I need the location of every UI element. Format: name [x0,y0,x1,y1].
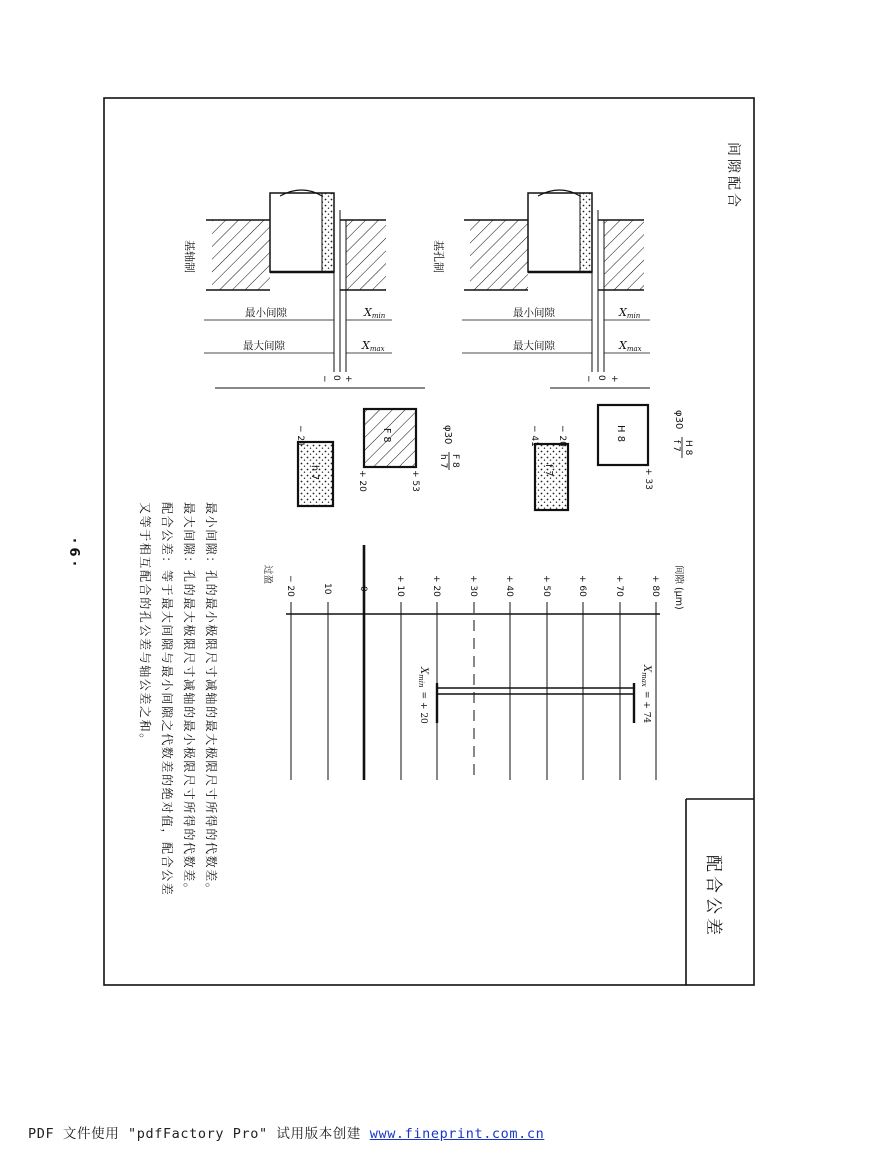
hole-basis-diagram [432,190,693,510]
hole-basis-xmin: X [619,306,627,319]
tick-plus-70: + 70 [614,575,624,597]
hole-basis-minus: − [583,375,593,383]
shaft-basis-h7-label: h 7 [309,465,320,481]
page-number: · 6 · [66,538,81,566]
axis-title-interference: 过盈 [262,565,273,585]
scale-xmax-sub: max [640,672,648,687]
tab-title: 配合公差 [703,855,723,939]
tab-box [686,799,754,985]
tick-plus-30: + 30 [468,575,478,597]
tick-plus-50: + 50 [541,575,551,597]
hole-basis-fit-num: H 8 [683,440,693,456]
tick-plus-10: + 10 [395,575,405,597]
scale-xmax: X [641,665,652,673]
hole-basis-fit-prefix: φ30 [673,410,684,430]
svg-text:Xmin= + 20 [417,666,429,724]
body-text [138,502,219,896]
shaft-basis-label: 基轴制 [183,240,196,273]
tick-minus-10: 10 [322,583,332,595]
hole-basis-h8-upper: + 33 [643,468,653,490]
hole-basis-zero: 0 [596,375,606,381]
hole-basis-xmax: X [619,339,627,352]
hole-basis-f7-upper: − 20 [557,425,567,447]
tick-plus-20: + 20 [431,575,441,597]
body-text-line: 最大间隙：孔的最大极限尺寸减轴的最小极限尺寸所得的代数差。 [182,502,196,897]
hole-basis-label: 基孔制 [432,240,445,273]
shaft-basis-f8-label: F 8 [381,428,392,443]
hole-basis-f7-zone [535,444,568,510]
hole-basis-min-clearance-label: 最小间隙 [513,307,555,319]
svg-text:Xmax= + 74 [640,664,652,723]
footer-text: PDF 文件使用 "pdfFactory Pro" 试用版本创建 [28,1126,370,1142]
svg-text:Xmax [361,339,385,353]
scale-xmin: X [418,667,429,675]
body-text-line: 又等于相互配合的孔公差与轴公差之和。 [138,502,152,747]
scale-grid [291,602,656,780]
hole-basis-fit-den: f 7 [671,440,681,452]
footer-link[interactable]: www.fineprint.com.cn [369,1126,545,1142]
shaft-basis-fit-num: F 8 [450,454,460,468]
hole-basis-f7-lower: − 41 [529,425,539,447]
shaft-basis-xmax-sub: max [369,345,385,353]
shaft-basis-min-clearance-label: 最小间隙 [245,307,287,319]
hole-basis-f7-label: f 7 [543,464,554,477]
shaft-basis-fit-prefix: φ30 [442,425,453,445]
hole-basis-max-clearance-label: 最大间隙 [513,340,555,352]
shaft-basis-plus: + [343,375,353,383]
shaft-basis-fit-den: h 7 [438,454,448,469]
shaft-basis-xmin-sub: min [371,312,386,320]
svg-text:Xmin [618,306,641,320]
svg-text:Xmin [363,306,386,320]
shaft-basis-diagram [183,190,460,506]
shaft-basis-f8-lower: + 20 [357,470,367,492]
tick-plus-60: + 60 [577,575,587,597]
clearance-scale-chart [262,545,685,780]
scale-xmin-value: = + 20 [418,691,428,724]
tick-zero: 0 [358,586,368,592]
hole-basis-xmin-sub: min [626,312,641,320]
clearance-bar [437,683,634,723]
hole-basis-h8-label: H 8 [615,425,626,443]
shaft-basis-xmin: X [364,306,372,319]
shaft-basis-f8-upper: + 53 [410,470,420,492]
page-frame [104,98,754,985]
scale-xmin-sub: min [417,674,425,688]
shaft-basis-xmax: X [362,339,370,352]
tick-minus-20: − 20 [285,575,295,597]
shaft-basis-zero: 0 [331,375,341,381]
pdf-footer [28,1122,544,1142]
tick-plus-40: + 40 [504,575,514,597]
shaft-basis-max-clearance-label: 最大间隙 [243,340,285,352]
hole-basis-xmax-sub: max [626,345,642,353]
hole-basis-plus: + [609,375,619,383]
body-text-line: 配合公差：等于最大间隙与最小间隙之代数差的绝对值，配合公差 [160,502,174,897]
shaft-basis-h7-lower: − 21 [295,425,305,447]
body-text-line: 最小间隙：孔的最小极限尺寸减轴的最大极限尺寸所得的代数差。 [204,502,218,897]
tick-plus-80: + 80 [650,575,660,597]
svg-text:Xmax [618,339,642,353]
side-title: 间隙配合 [725,142,741,210]
scale-xmax-value: = + 74 [641,690,651,724]
axis-title-clearance: 间隙 (μm) [673,565,684,610]
shaft-basis-minus: − [319,375,329,383]
